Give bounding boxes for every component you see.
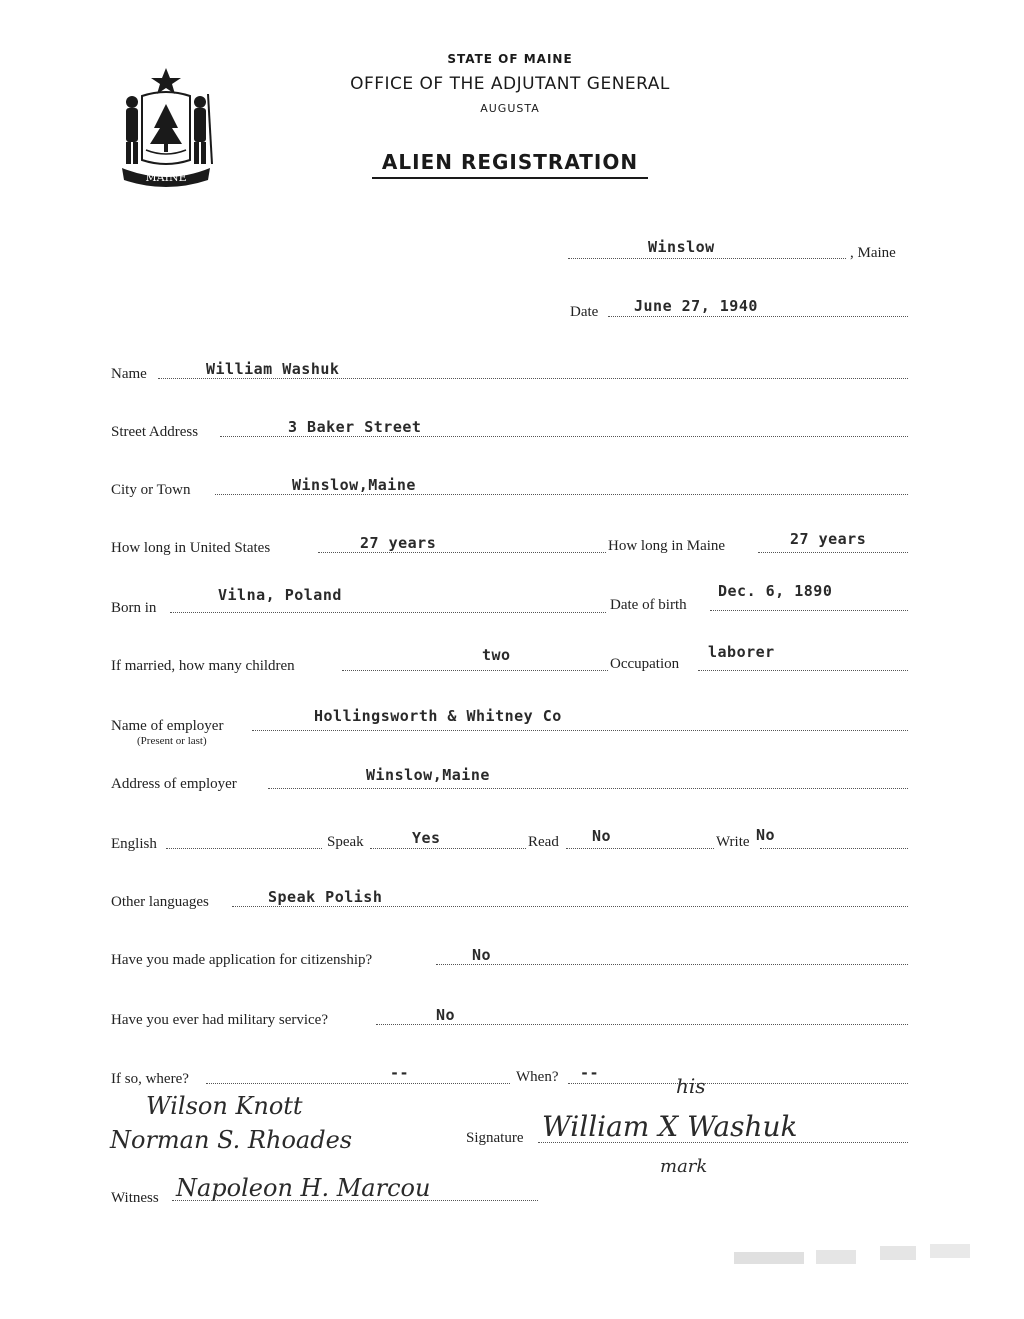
city-heading: AUGUSTA: [480, 102, 540, 115]
employer-value[interactable]: Hollingsworth & Whitney Co: [314, 707, 562, 725]
title-underline: [372, 177, 648, 179]
speak-label: Speak: [327, 834, 364, 850]
witness-signature-3: Napoleon H. Marcou: [176, 1174, 431, 1202]
name-dotted-line: [158, 378, 908, 379]
english-label: English: [111, 836, 157, 852]
born-label: Born in: [111, 600, 157, 616]
dob-label: Date of birth: [610, 597, 687, 613]
employer-address-dotted-line: [268, 788, 908, 789]
signature-label: Signature: [466, 1130, 524, 1146]
military-dotted-line: [376, 1024, 908, 1025]
citizenship-dotted-line: [436, 964, 908, 965]
date-dotted-line: [608, 316, 908, 317]
city-value[interactable]: Winslow,Maine: [292, 476, 416, 494]
where-value[interactable]: --: [390, 1064, 410, 1082]
date-value[interactable]: June 27, 1940: [634, 297, 758, 315]
children-dotted-line: [342, 670, 608, 671]
employer-dotted-line: [252, 730, 908, 731]
military-value[interactable]: No: [436, 1006, 456, 1024]
applicant-signature: William X Washuk: [542, 1110, 798, 1143]
write-label: Write: [716, 834, 750, 850]
read-dotted-line: [566, 848, 714, 849]
maine-time-dotted-line: [758, 552, 908, 553]
other-languages-value[interactable]: Speak Polish: [268, 888, 383, 906]
occupation-dotted-line: [698, 670, 908, 671]
children-label: If married, how many children: [111, 658, 295, 674]
when-value[interactable]: --: [580, 1064, 600, 1082]
children-value[interactable]: two: [482, 646, 511, 664]
read-label: Read: [528, 834, 559, 850]
employer-label: Name of employer: [111, 718, 224, 734]
name-label: Name: [111, 366, 147, 382]
form-title: ALIEN REGISTRATION: [381, 150, 639, 174]
maine-time-label: How long in Maine: [608, 538, 726, 554]
occupation-value[interactable]: laborer: [708, 643, 775, 661]
speak-dotted-line: [370, 848, 526, 849]
speak-value[interactable]: Yes: [412, 829, 441, 847]
when-label: When?: [516, 1069, 559, 1085]
born-value[interactable]: Vilna, Poland: [218, 586, 342, 604]
street-value[interactable]: 3 Baker Street: [288, 418, 422, 436]
born-dotted-line: [170, 612, 606, 613]
witness-label: Witness: [111, 1190, 159, 1206]
office-heading: OFFICE OF THE ADJUTANT GENERAL: [350, 74, 670, 94]
street-dotted-line: [220, 436, 908, 437]
other-languages-label: Other languages: [111, 894, 209, 910]
mark-below: mark: [660, 1156, 708, 1177]
seal-text: MAINE: [145, 171, 187, 184]
citizenship-label: Have you made application for citizenship?: [111, 952, 373, 968]
other-languages-dotted-line: [232, 906, 908, 907]
state-heading: STATE OF MAINE: [447, 52, 573, 66]
town-dotted-line: [568, 258, 846, 259]
us-time-label: How long in United States: [111, 540, 271, 556]
read-value[interactable]: No: [592, 827, 612, 845]
occupation-label: Occupation: [610, 656, 680, 672]
dob-value[interactable]: Dec. 6, 1890: [718, 582, 833, 600]
maine-time-value[interactable]: 27 years: [790, 530, 867, 548]
write-value[interactable]: No: [756, 826, 776, 844]
us-time-value[interactable]: 27 years: [360, 534, 437, 552]
date-label: Date: [570, 304, 599, 320]
write-dotted-line: [760, 848, 908, 849]
city-dotted-line: [215, 494, 908, 495]
employer-address-label: Address of employer: [111, 776, 237, 792]
maine-suffix: , Maine: [850, 245, 896, 261]
military-label: Have you ever had military service?: [111, 1012, 328, 1028]
where-dotted-line: [206, 1083, 510, 1084]
town-value[interactable]: Winslow: [648, 238, 715, 256]
when-dotted-line: [568, 1083, 908, 1084]
witness-signature-2: Norman S. Rhoades: [110, 1126, 353, 1154]
where-label: If so, where?: [111, 1071, 189, 1087]
employer-sublabel: (Present or last): [137, 735, 207, 747]
dob-dotted-line: [710, 610, 908, 611]
witness-signature-1: Wilson Knott: [146, 1092, 303, 1120]
state-seal-icon: [112, 64, 220, 192]
name-value[interactable]: William Washuk: [206, 360, 340, 378]
city-label: City or Town: [111, 482, 191, 498]
employer-address-value[interactable]: Winslow,Maine: [366, 766, 490, 784]
mark-his: his: [676, 1074, 706, 1098]
street-label: Street Address: [111, 424, 199, 440]
us-time-dotted-line: [318, 552, 606, 553]
faint-stamp-icon: [730, 1238, 980, 1278]
english-dotted-line: [166, 848, 322, 849]
citizenship-value[interactable]: No: [472, 946, 492, 964]
